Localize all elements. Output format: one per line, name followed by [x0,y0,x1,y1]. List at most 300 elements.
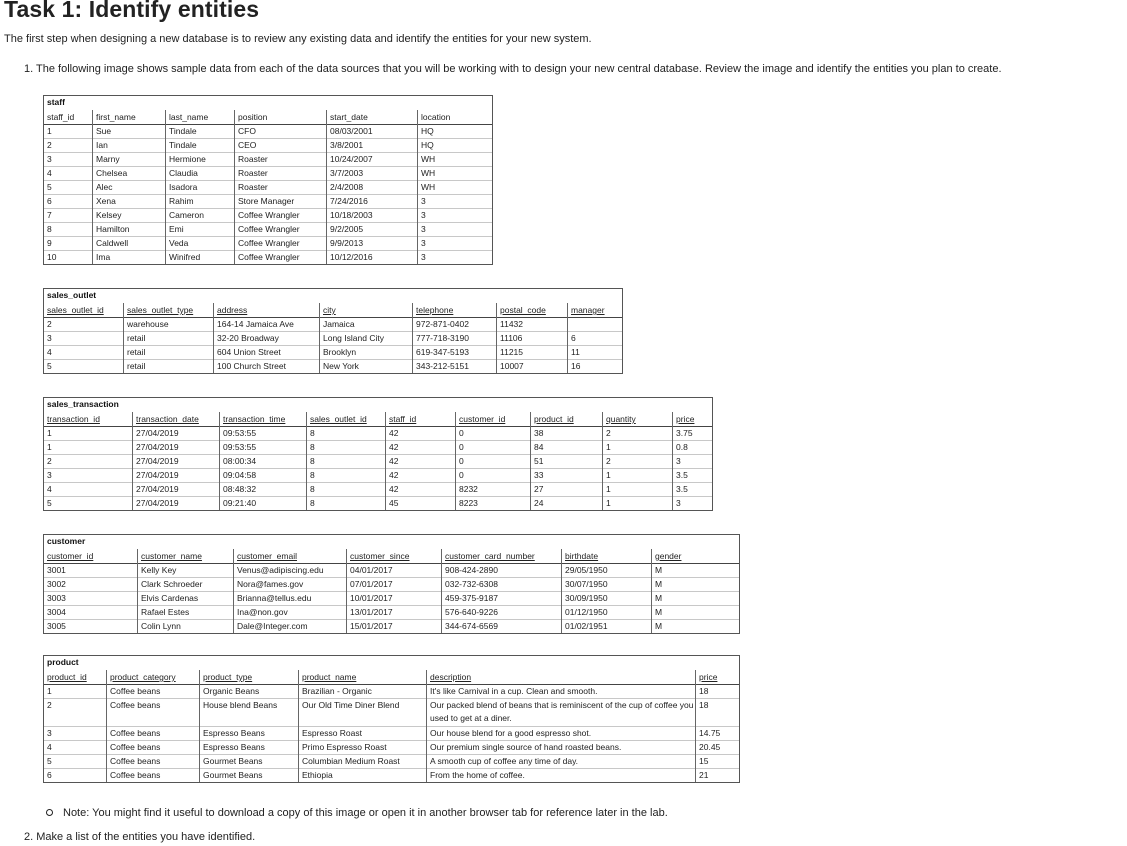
column-header: last_name [166,110,235,124]
column-header: price [699,672,718,682]
table-row [44,180,492,195]
table-cell: 8 [44,222,93,236]
table-cell: 604 Union Street [214,345,320,359]
table-cell: 619-347-5193 [413,345,497,359]
table-cell: 5 [44,180,93,194]
table-cell: Brazilian - Organic [299,684,427,698]
column-header: customer_email [234,549,347,563]
table-cell: 2 [44,454,133,468]
table-row [44,768,739,782]
table-cell: 3.5 [676,470,688,480]
table-cell: 10/12/2016 [327,250,418,264]
column-header: city [320,303,413,317]
table-cell: 42 [386,440,456,454]
table-cell: Colin Lynn [138,619,234,633]
table-cell: 10 [44,250,93,264]
table-cell: Our packed blend of beans that is reminiscent of the cup of coffee you used to get at a diner. [427,698,696,726]
table-cell: 7/24/2016 [327,194,418,208]
column-header: transaction_id [44,412,133,426]
table-cell: 16 [571,361,581,371]
table-cell: 3 [676,498,681,508]
table-cell: Espresso Beans [200,740,299,754]
table-cell: 10/24/2007 [327,152,418,166]
table-row [44,222,492,237]
header-row [44,670,739,685]
table-cell: Isadora [166,180,235,194]
column-header: position [235,110,327,124]
table-cell: 01/02/1951 [562,619,652,633]
table-cell: 3.5 [676,484,688,494]
table-cell: Coffee Wrangler [235,250,327,264]
table-cell: Long Island City [320,331,413,345]
table-cell: M [655,607,663,617]
table-cell: From the home of coffee. [427,768,696,782]
table-cell: Veda [166,236,235,250]
table-cell: 343-212-5151 [413,359,497,373]
table-cell: Xena [93,194,166,208]
table-cell: Store Manager [235,194,327,208]
table-cell: 8 [307,440,386,454]
column-header: gender [655,551,682,561]
column-header: staff_id [386,412,456,426]
table-cell: Claudia [166,166,235,180]
table-cell: 32-20 Broadway [214,331,320,345]
table-cell: Coffee Wrangler [235,222,327,236]
table-cell: 08:48:32 [220,482,307,496]
table-cell: Coffee Wrangler [235,236,327,250]
table-cell: 4 [44,740,107,754]
table-row [44,684,739,699]
table-cell: Brooklyn [320,345,413,359]
table-cell: 42 [386,454,456,468]
table-row [44,138,492,153]
table-cell: CFO [235,124,327,138]
table-row [44,698,739,727]
table-cell: Coffee beans [107,768,200,782]
table-cell: Ethiopia [299,768,427,782]
table-cell: 4 [44,166,93,180]
table-cell: Gourmet Beans [200,754,299,768]
column-header: customer_id [456,412,531,426]
table-row [44,440,712,455]
table-cell: Sue [93,124,166,138]
table-cell: 0 [456,426,531,440]
table-cell: WH [421,154,436,164]
table-cell: 4 [44,482,133,496]
table-cell: 1 [44,440,133,454]
column-header: customer_since [347,549,442,563]
table-cell: Emi [166,222,235,236]
table-cell: retail [124,345,214,359]
table-cell: Columbian Medium Roast [299,754,427,768]
note-text: Note: You might find it useful to download a copy of this image or open it in another browser tab for reference later in the lab. [63,807,668,819]
table-cell: Coffee Wrangler [235,208,327,222]
table-cell: HQ [421,140,434,150]
table-row [44,208,492,223]
table-cell: 27/04/2019 [133,426,220,440]
table-row [44,166,492,181]
table-cell: 8 [307,468,386,482]
column-header: quantity [603,412,673,426]
table-cell: 0.8 [676,442,688,452]
header-row [44,303,622,318]
table-cell: 9/2/2005 [327,222,418,236]
table-cell: 27/04/2019 [133,468,220,482]
column-header: customer_id [44,549,138,563]
table-cell: 14.75 [699,728,721,738]
column-header: transaction_time [220,412,307,426]
table-cell: 6 [44,194,93,208]
header-row [44,549,739,564]
column-header: product_type [200,670,299,684]
table-cell: 3 [44,468,133,482]
table-cell: Chelsea [93,166,166,180]
table-cell: M [655,579,663,589]
table-cell: 42 [386,468,456,482]
table-cell: 1 [44,124,93,138]
table-cell: 42 [386,482,456,496]
sales_transaction-table [43,397,713,511]
table-cell: Coffee beans [107,754,200,768]
table-cell: Dale@Integer.com [234,619,347,633]
table-cell: 8 [307,482,386,496]
table-cell: Venus@adipiscing.edu [234,563,347,577]
table-cell: Jamaica [320,317,413,331]
table-cell: 1 [603,440,673,454]
table-cell: 2 [44,698,107,726]
table-cell: Espresso Roast [299,726,427,740]
table-cell: 45 [386,496,456,510]
header-row [44,412,712,427]
column-header: address [214,303,320,317]
product-table [43,655,740,783]
table-cell: 5 [44,496,133,510]
table-cell: Clark Schroeder [138,577,234,591]
table-cell: Winifred [166,250,235,264]
table-cell: Coffee beans [107,726,200,740]
table-cell: 3 [676,456,681,466]
table-cell: Marny [93,152,166,166]
column-header: manager [571,305,605,315]
table-cell: 2/4/2008 [327,180,418,194]
table-cell: 0 [456,454,531,468]
table-row [44,359,622,373]
table-cell: 07/01/2017 [347,577,442,591]
table-row [44,236,492,251]
table-cell: 24 [531,496,603,510]
table-cell: Rahim [166,194,235,208]
table-cell: Tindale [166,138,235,152]
table-cell: 11215 [497,345,568,359]
table-cell: Caldwell [93,236,166,250]
column-header: customer_card_number [442,549,562,563]
column-header: product_category [107,670,200,684]
step-2-text: 2. Make a list of the entities you have identified. [24,831,256,843]
page-title: Task 1: Identify entities [4,0,260,22]
table-cell: M [655,621,663,631]
table-cell: 3003 [44,591,138,605]
table-cell: 09:04:58 [220,468,307,482]
table-cell: Ian [93,138,166,152]
table-name: sales_transaction [47,399,119,409]
table-cell: 3 [421,224,426,234]
table-cell: Alec [93,180,166,194]
table-cell: 30/09/1950 [562,591,652,605]
table-cell [568,317,622,331]
table-cell: 10007 [497,359,568,373]
table-cell: 0 [456,468,531,482]
table-cell: 3002 [44,577,138,591]
table-cell: 2 [603,426,673,440]
table-cell: 27 [531,482,603,496]
table-cell: 8232 [456,482,531,496]
table-cell: WH [421,182,436,192]
table-cell: 27/04/2019 [133,454,220,468]
table-cell: 4 [44,345,124,359]
table-cell: 344-674-6569 [442,619,562,633]
table-cell: M [655,593,663,603]
table-cell: 13/01/2017 [347,605,442,619]
table-cell: 6 [44,768,107,782]
table-cell: 30/07/1950 [562,577,652,591]
column-header: staff_id [44,110,93,124]
table-cell: Roaster [235,166,327,180]
table-row [44,591,739,606]
customer-table [43,534,740,634]
table-cell: Our Old Time Diner Blend [299,698,427,726]
table-cell: HQ [421,126,434,136]
table-cell: 8223 [456,496,531,510]
table-cell: 164-14 Jamaica Ave [214,317,320,331]
column-header: birthdate [562,549,652,563]
table-row [44,482,712,497]
table-cell: 908-424-2890 [442,563,562,577]
table-row [44,152,492,167]
table-cell: 2 [44,317,124,331]
column-header: telephone [413,303,497,317]
table-cell: 84 [531,440,603,454]
column-header: first_name [93,110,166,124]
table-cell: 5 [44,754,107,768]
table-cell: 3005 [44,619,138,633]
table-cell: 3 [44,152,93,166]
header-row [44,110,492,125]
table-cell: 3004 [44,605,138,619]
table-cell: 27/04/2019 [133,496,220,510]
table-cell: 459-375-9187 [442,591,562,605]
table-cell: 3 [421,238,426,248]
table-cell: 29/05/1950 [562,563,652,577]
table-cell: 7 [44,208,93,222]
table-cell: Coffee beans [107,684,200,698]
table-cell: 972-871-0402 [413,317,497,331]
table-cell: Ina@non.gov [234,605,347,619]
table-row [44,726,739,741]
table-name: customer [47,536,86,546]
table-cell: 2 [44,138,93,152]
table-row [44,754,739,769]
table-cell: 032-732-6308 [442,577,562,591]
table-cell: 09:21:40 [220,496,307,510]
table-cell: 3001 [44,563,138,577]
table-cell: 27/04/2019 [133,482,220,496]
table-name: product [47,657,79,667]
table-cell: House blend Beans [200,698,299,726]
column-header: sales_outlet_type [124,303,214,317]
table-cell: Brianna@tellus.edu [234,591,347,605]
table-cell: 3/7/2003 [327,166,418,180]
table-cell: warehouse [124,317,214,331]
table-cell: 100 Church Street [214,359,320,373]
sales_outlet-table [43,288,623,374]
table-cell: 3 [421,196,426,206]
table-cell: 42 [386,426,456,440]
table-cell: 51 [531,454,603,468]
table-row [44,577,739,592]
staff-table [43,95,493,265]
table-cell: M [655,565,663,575]
table-cell: Hermione [166,152,235,166]
table-cell: Gourmet Beans [200,768,299,782]
table-cell: 27/04/2019 [133,440,220,454]
table-row [44,345,622,360]
table-cell: Cameron [166,208,235,222]
table-cell: Kelly Key [138,563,234,577]
table-cell: Roaster [235,152,327,166]
table-cell: 8 [307,454,386,468]
column-header: product_id [44,670,107,684]
table-cell: Our premium single source of hand roasted beans. [427,740,696,754]
table-cell: It's like Carnival in a cup. Clean and smooth. [427,684,696,698]
table-cell: 04/01/2017 [347,563,442,577]
table-cell: 1 [603,482,673,496]
table-cell: 3 [44,726,107,740]
table-cell: 3 [44,331,124,345]
table-name: sales_outlet [47,290,97,300]
table-cell: Coffee beans [107,740,200,754]
table-cell: 8 [307,426,386,440]
bullet-icon [46,809,53,816]
table-cell: 11 [571,347,580,357]
table-cell: 18 [699,700,709,710]
table-row [44,496,712,510]
table-row [44,194,492,209]
table-row [44,740,739,755]
table-cell: Our house blend for a good espresso shot. [427,726,696,740]
table-cell: 38 [531,426,603,440]
table-cell: retail [124,331,214,345]
table-cell: 01/12/1950 [562,605,652,619]
table-cell: 5 [44,359,124,373]
table-cell: Organic Beans [200,684,299,698]
table-row [44,619,739,633]
table-cell: 3 [421,252,426,262]
table-cell: 3/8/2001 [327,138,418,152]
column-header: start_date [327,110,418,124]
note-item [46,807,668,819]
table-cell: 1 [44,684,107,698]
table-cell: A smooth cup of coffee any time of day. [427,754,696,768]
table-cell: 2 [603,454,673,468]
table-cell: 15/01/2017 [347,619,442,633]
table-cell: Kelsey [93,208,166,222]
table-row [44,331,622,346]
column-header: product_id [531,412,603,426]
table-cell: Hamilton [93,222,166,236]
table-cell: CEO [235,138,327,152]
table-cell: 8 [307,496,386,510]
table-cell: Ima [93,250,166,264]
table-row [44,250,492,264]
table-cell: Coffee beans [107,698,200,726]
column-header: sales_outlet_id [44,303,124,317]
table-row [44,124,492,139]
table-cell: 1 [603,468,673,482]
table-cell: 21 [699,770,709,780]
column-header: transaction_date [133,412,220,426]
table-cell: Elvis Cardenas [138,591,234,605]
table-cell: 15 [699,756,709,766]
table-cell: 576-640-9226 [442,605,562,619]
table-cell: 3 [421,210,426,220]
table-cell: New York [320,359,413,373]
table-cell: 09:53:55 [220,426,307,440]
table-cell: 3.75 [676,428,693,438]
table-cell: 1 [603,496,673,510]
table-row [44,468,712,483]
table-row [44,605,739,620]
table-name: staff [47,97,65,107]
table-cell: 11432 [497,317,568,331]
column-header: price [676,414,695,424]
table-row [44,563,739,578]
table-row [44,454,712,469]
table-cell: 09:53:55 [220,440,307,454]
table-cell: 9 [44,236,93,250]
table-cell: Tindale [166,124,235,138]
table-cell: 10/01/2017 [347,591,442,605]
table-cell: 6 [571,333,576,343]
column-header: postal_code [497,303,568,317]
column-header: description [427,670,696,684]
table-cell: Nora@fames.gov [234,577,347,591]
table-cell: 1 [44,426,133,440]
table-cell: 777-718-3190 [413,331,497,345]
table-cell: 11106 [497,331,568,345]
table-cell: 10/18/2003 [327,208,418,222]
intro-paragraph: The first step when designing a new database is to review any existing data and identify the entities for your new system. [4,33,592,45]
column-header: customer_name [138,549,234,563]
table-cell: 18 [699,686,709,696]
table-cell: 0 [456,440,531,454]
column-header: location [421,112,451,122]
table-cell: Roaster [235,180,327,194]
table-cell: retail [124,359,214,373]
step-1-text: 1. The following image shows sample data from each of the data sources that you will be working with to design your new central database. Review the image and identify the entities you plan to create. [24,63,1002,75]
column-header: sales_outlet_id [307,412,386,426]
table-cell: Primo Espresso Roast [299,740,427,754]
table-cell: Rafael Estes [138,605,234,619]
table-cell: WH [421,168,436,178]
table-row [44,317,622,332]
table-cell: Espresso Beans [200,726,299,740]
table-cell: 08:00:34 [220,454,307,468]
column-header: product_name [299,670,427,684]
table-row [44,426,712,441]
table-cell: 33 [531,468,603,482]
table-cell: 20.45 [699,742,721,752]
table-cell: 9/9/2013 [327,236,418,250]
